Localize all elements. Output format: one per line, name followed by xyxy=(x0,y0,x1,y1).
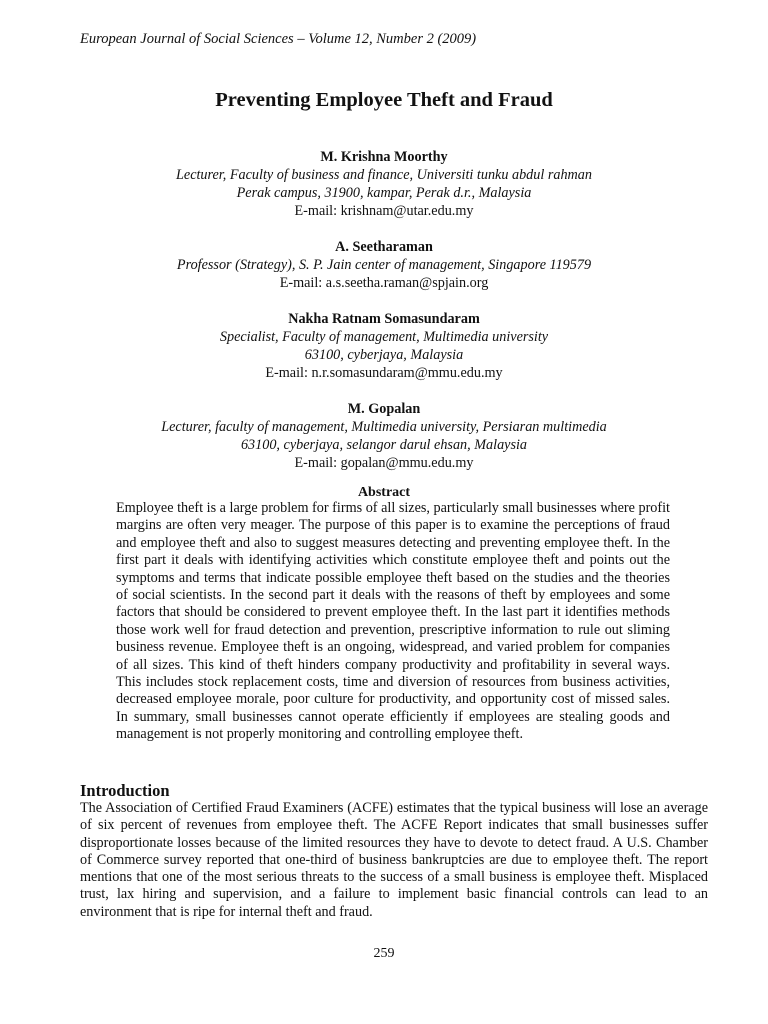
author-email: E-mail: krishnam@utar.edu.my xyxy=(294,203,474,219)
author-2 xyxy=(0,238,768,292)
author-name: M. Krishna Moorthy xyxy=(320,149,448,165)
journal-header: European Journal of Social Sciences – Volume 12, Number 2 (2009) xyxy=(80,31,477,47)
introduction-heading: Introduction xyxy=(80,781,170,800)
author-affiliation: 63100, cyberjaya, Malaysia xyxy=(304,347,464,363)
author-affiliation: Perak campus, 31900, kampar, Perak d.r., Malaysia xyxy=(236,185,532,201)
abstract-text: Employee theft is a large problem for firms of all sizes, particularly small businesses where profit margins are often very meager. The purpose of this paper is to examine the perceptions of fraud and employee theft and also to suggest measures detecting and preventing employee theft. In the first part it deals with identifying activities which constitute employee theft and points out the symptoms and terms that indicate possible employee theft based on the studies and the theories of social scientists. In the second part it deals with the reasons of theft by employees and some factors that should be considered to prevent employee theft. In the last part it identifies methods those work well for fraud detection and prevention, prescriptive information to rule out sliming business revenue. Employee theft is an ongoing, widespread, and varied problem for companies of all sizes. This kind of theft hinders company productivity and profitability in several ways. This includes stock replacement costs, time and diversion of resources from business activities, decreased employee morale, poor culture for productivity, and opportunity cost of missed sales. In summary, small businesses cannot operate efficiently if employees are stealing goods and management is not properly monitoring and controlling employee theft. xyxy=(116,500,670,743)
author-name: M. Gopalan xyxy=(347,401,421,417)
author-3 xyxy=(0,310,768,382)
page-number: 259 xyxy=(373,946,395,961)
author-email: E-mail: n.r.somasundaram@mmu.edu.my xyxy=(265,365,503,381)
author-affiliation: Professor (Strategy), S. P. Jain center of management, Singapore 119579 xyxy=(176,257,592,273)
author-affiliation: Lecturer, Faculty of business and finance, Universiti tunku abdul rahman xyxy=(176,167,592,183)
abstract-body xyxy=(116,500,670,744)
author-affiliation: 63100, cyberjaya, selangor darul ehsan, Malaysia xyxy=(240,437,528,453)
author-block xyxy=(0,148,768,490)
author-4 xyxy=(0,400,768,472)
introduction-body xyxy=(80,800,708,921)
author-email: E-mail: a.s.seetha.raman@spjain.org xyxy=(279,275,489,291)
author-affiliation: Specialist, Faculty of management, Multimedia university xyxy=(219,329,549,345)
introduction-text: The Association of Certified Fraud Examiners (ACFE) estimates that the typical business will lose an average of six percent of revenues from employee theft. The ACFE Report indicates that small businesses suffer disproportionate losses because of the limited resources they have to devote to detect fraud. A U.S. Chamber of Commerce survey reported that one-third of business bankruptcies are due to employee theft. The report mentions that one of the most serious threats to the success of a small business is employee theft. Misplaced trust, lax hiring and supervision, and a failure to implement basic financial controls can lead to an environment that is ripe for internal theft and fraud. xyxy=(80,800,708,920)
author-name: A. Seetharaman xyxy=(335,239,433,255)
author-name: Nakha Ratnam Somasundaram xyxy=(288,311,480,327)
author-1 xyxy=(0,148,768,220)
author-email: E-mail: gopalan@mmu.edu.my xyxy=(294,455,474,471)
paper-title: Preventing Employee Theft and Fraud xyxy=(215,89,553,111)
author-affiliation: Lecturer, faculty of management, Multimedia university, Persiaran multimedia xyxy=(161,419,607,435)
abstract-heading: Abstract xyxy=(357,485,411,500)
